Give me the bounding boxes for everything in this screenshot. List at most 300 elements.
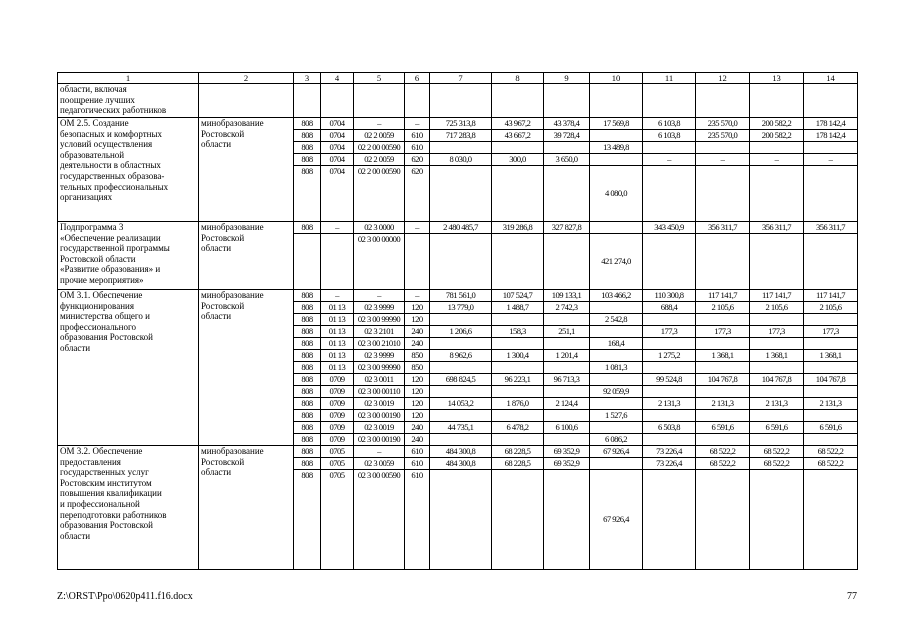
cell-value: 2 131,3 (765, 398, 788, 408)
value-cell (544, 470, 590, 570)
cell-value: 808 (301, 410, 313, 420)
cell-value: 120 (411, 374, 423, 384)
header-cell: 3 (294, 73, 321, 84)
value-cell (590, 350, 643, 362)
cell-value: 103 466,2 (601, 290, 631, 300)
value-cell (405, 458, 430, 470)
cell-value: 0704 (329, 166, 345, 176)
value-cell (405, 410, 430, 422)
cell-value: 610 (411, 446, 423, 456)
value-cell (804, 234, 858, 290)
value-cell (354, 422, 405, 434)
value-cell (544, 410, 590, 422)
value-cell (430, 362, 492, 374)
cell-value: 808 (301, 314, 313, 324)
value-cell (804, 470, 858, 570)
value-cell (405, 222, 430, 234)
value-cell (294, 130, 321, 142)
value-cell (804, 386, 858, 398)
cell-value: 0705 (329, 458, 345, 468)
value-cell (405, 374, 430, 386)
cell-value: 1 527,6 (605, 410, 627, 420)
value-cell (804, 118, 858, 130)
value-cell (354, 314, 405, 326)
value-cell (294, 154, 321, 166)
value-cell (544, 386, 590, 398)
header-cell: 2 (199, 73, 294, 84)
value-cell (321, 118, 354, 130)
value-cell (544, 326, 590, 338)
value-cell (544, 302, 590, 314)
value-cell (321, 386, 354, 398)
cell-value: – (667, 154, 671, 164)
value-cell (643, 410, 696, 422)
cell-value: 02 2 0059 (364, 130, 394, 140)
value-cell (321, 470, 354, 570)
cell-value: 168,4 (607, 338, 625, 348)
cell-value: 610 (411, 142, 423, 152)
value-cell (294, 338, 321, 350)
value-cell (696, 350, 750, 362)
value-cell (750, 154, 804, 166)
cell-value: 1 300,4 (506, 350, 529, 360)
value-cell (405, 422, 430, 434)
value-cell (321, 410, 354, 422)
header-cell: 10 (590, 73, 643, 84)
cell-value: 808 (301, 350, 313, 360)
cell-value: 240 (411, 422, 423, 432)
value-cell (696, 154, 750, 166)
cell-value: 0709 (329, 398, 345, 408)
value-cell (354, 154, 405, 166)
cell-value: 13 779,0 (447, 302, 474, 312)
value-cell (804, 130, 858, 142)
value-cell (354, 166, 405, 222)
cell-value: – (377, 118, 381, 128)
cell-value: 01 13 (328, 338, 346, 348)
value-cell (405, 154, 430, 166)
value-cell (643, 130, 696, 142)
value-cell (750, 118, 804, 130)
cell-value: 104 767,8 (815, 374, 846, 384)
cell-value: 177,3 (660, 326, 678, 336)
value-cell (804, 166, 858, 222)
cell-value: 6 503,8 (658, 422, 680, 432)
value-cell (696, 142, 750, 154)
value-cell (696, 410, 750, 422)
value-cell (492, 302, 544, 314)
value-cell (804, 398, 858, 410)
cell-value: 356 311,7 (761, 222, 792, 232)
cell-value: 808 (301, 154, 313, 164)
value-cell (590, 326, 643, 338)
row-org-cell (199, 84, 294, 118)
cell-value: 158,3 (509, 326, 526, 336)
cell-value: 117 141,7 (707, 290, 738, 300)
cell-value: 698 824,5 (445, 374, 476, 384)
value-cell (430, 458, 492, 470)
cell-value: 110 300,8 (654, 290, 684, 300)
cell-value: 808 (301, 290, 313, 300)
value-cell (643, 302, 696, 314)
value-cell (405, 130, 430, 142)
value-cell (804, 326, 858, 338)
cell-value: 67 926,4 (603, 446, 629, 456)
row-name-cell: ОМ 3.1. Обеспечение функционирования министерства общего и профессионального образования Ростовской области (58, 290, 199, 446)
value-cell (544, 350, 590, 362)
cell-value: 1 201,4 (555, 350, 578, 360)
value-cell (750, 338, 804, 350)
value-cell (804, 362, 858, 374)
value-cell (294, 302, 321, 314)
cell-value: 1 275,2 (658, 350, 680, 360)
cell-value: 120 (411, 386, 423, 396)
cell-value: 6 591,6 (819, 422, 842, 432)
cell-value: 177,3 (714, 326, 731, 336)
value-cell (321, 234, 354, 290)
value-cell (544, 458, 590, 470)
header-cell: 1 (58, 73, 199, 84)
value-cell (354, 118, 405, 130)
cell-value: 68 522,2 (817, 446, 844, 456)
value-cell (294, 326, 321, 338)
value-cell (354, 338, 405, 350)
value-cell (804, 350, 858, 362)
row-org-cell: минобразование Ростовской области (199, 118, 294, 222)
value-cell (321, 314, 354, 326)
cell-value: 13 489,8 (603, 142, 629, 152)
value-cell (544, 166, 590, 222)
value-cell (590, 362, 643, 374)
table-row (58, 446, 858, 458)
cell-value: 1 206,6 (449, 326, 472, 336)
value-cell (492, 154, 544, 166)
value-cell (294, 470, 321, 570)
cell-value: 850 (411, 362, 423, 372)
value-cell (430, 154, 492, 166)
value-cell (643, 398, 696, 410)
cell-value: 6 103,8 (658, 118, 680, 128)
cell-value: 2 105,6 (765, 302, 788, 312)
row-org-cell: минобразование Ростовской области (199, 446, 294, 570)
value-cell (294, 422, 321, 434)
value-cell (294, 234, 321, 290)
value-cell (354, 290, 405, 302)
value-cell (590, 222, 643, 234)
row-org-cell: минобразование Ростовской области (199, 222, 294, 290)
value-cell (643, 290, 696, 302)
value-cell (354, 434, 405, 446)
cell-value: 14 053,2 (447, 398, 474, 408)
value-cell (590, 446, 643, 458)
value-cell (430, 410, 492, 422)
value-cell (750, 374, 804, 386)
cell-value: 240 (411, 434, 423, 444)
cell-value: 251,1 (558, 326, 575, 336)
value-cell (405, 142, 430, 154)
cell-value: 808 (301, 142, 313, 152)
cell-value: 43 667,2 (504, 130, 531, 140)
cell-value: 688,4 (660, 302, 678, 312)
value-cell (405, 398, 430, 410)
value-cell (430, 222, 492, 234)
cell-value: 178 142,4 (815, 130, 846, 140)
cell-value: 240 (411, 326, 423, 336)
cell-value: 0704 (329, 142, 345, 152)
value-cell (492, 234, 544, 290)
header-cell: 12 (696, 73, 750, 84)
value-cell (492, 374, 544, 386)
header-row (58, 73, 858, 84)
cell-value: 2 131,3 (819, 398, 842, 408)
value-cell (696, 118, 750, 130)
cell-value: 1 876,0 (506, 398, 529, 408)
value-cell (750, 458, 804, 470)
value-cell (492, 422, 544, 434)
header-cell: 11 (643, 73, 696, 84)
value-cell (354, 374, 405, 386)
value-cell (643, 350, 696, 362)
cell-value: 620 (411, 166, 423, 176)
value-cell (294, 410, 321, 422)
value-cell (590, 154, 643, 166)
value-cell (294, 374, 321, 386)
cell-value: 200 582,2 (761, 130, 792, 140)
value-cell (321, 374, 354, 386)
value-cell (321, 84, 354, 118)
value-cell (430, 118, 492, 130)
cell-value: 43 967,2 (504, 118, 531, 128)
cell-value: 808 (301, 398, 313, 408)
cell-value: 8 030,0 (449, 154, 472, 164)
value-cell (430, 290, 492, 302)
value-cell (492, 434, 544, 446)
cell-value: 0705 (329, 470, 345, 480)
value-cell (354, 234, 405, 290)
value-cell (643, 458, 696, 470)
cell-value: 808 (301, 458, 313, 468)
value-cell (354, 130, 405, 142)
value-cell (696, 302, 750, 314)
cell-value: 808 (301, 374, 313, 384)
value-cell (294, 118, 321, 130)
header-cell: 13 (750, 73, 804, 84)
value-cell (294, 290, 321, 302)
value-cell (750, 84, 804, 118)
cell-value: 2 105,6 (819, 302, 842, 312)
value-cell (643, 118, 696, 130)
value-cell (321, 422, 354, 434)
cell-value: 808 (301, 222, 313, 232)
value-cell (354, 302, 405, 314)
cell-value: 02 3 00 99990 (357, 314, 401, 324)
cell-value: – (377, 446, 381, 456)
value-cell (492, 142, 544, 154)
value-cell (750, 398, 804, 410)
value-cell (696, 166, 750, 222)
cell-value: 117 141,7 (815, 290, 846, 300)
value-cell (321, 446, 354, 458)
value-cell (294, 446, 321, 458)
value-cell (430, 446, 492, 458)
value-cell (430, 166, 492, 222)
value-cell (544, 314, 590, 326)
cell-value: 73 226,4 (656, 458, 682, 468)
cell-value: 02 3 00 00000 (357, 234, 401, 244)
value-cell (804, 314, 858, 326)
cell-value: 02 3 0019 (364, 398, 394, 408)
cell-value: 68 522,2 (817, 458, 844, 468)
value-cell (750, 446, 804, 458)
value-cell (544, 222, 590, 234)
cell-value: 8 962,6 (449, 350, 472, 360)
value-cell (405, 326, 430, 338)
value-cell (321, 166, 354, 222)
value-cell (750, 314, 804, 326)
value-cell (405, 166, 430, 222)
value-cell (750, 326, 804, 338)
cell-value: 6 478,2 (506, 422, 529, 432)
value-cell (430, 470, 492, 570)
value-cell (405, 118, 430, 130)
header-cell: 6 (405, 73, 430, 84)
cell-value: 2 742,3 (555, 302, 578, 312)
value-cell (492, 410, 544, 422)
row-name-cell: Подпрограмма 3 «Обеспечение реализации государственной программы Ростовской области «Развитие образования» и прочие мероприятия» (58, 222, 199, 290)
cell-value: 96 713,3 (553, 374, 580, 384)
cell-value: – (335, 290, 339, 300)
cell-value: 2 124,4 (555, 398, 578, 408)
value-cell (354, 446, 405, 458)
value-cell (696, 234, 750, 290)
header-cell: 9 (544, 73, 590, 84)
cell-value: 02 3 00 00590 (357, 470, 401, 480)
value-cell (590, 458, 643, 470)
cell-value: 120 (411, 410, 423, 420)
cell-value: 43 378,4 (553, 118, 580, 128)
value-cell (696, 222, 750, 234)
value-cell (804, 422, 858, 434)
value-cell (321, 398, 354, 410)
value-cell (696, 130, 750, 142)
value-cell (321, 290, 354, 302)
value-cell (804, 154, 858, 166)
cell-value: 109 133,1 (551, 290, 582, 300)
cell-value: 0709 (329, 386, 345, 396)
cell-value: 178 142,4 (815, 118, 846, 128)
value-cell (696, 434, 750, 446)
cell-value: 67 926,4 (603, 513, 629, 524)
value-cell (294, 84, 321, 118)
value-cell (750, 386, 804, 398)
value-cell (750, 470, 804, 570)
value-cell (643, 446, 696, 458)
value-cell (492, 458, 544, 470)
value-cell (492, 362, 544, 374)
cell-value: 0709 (329, 434, 345, 444)
table-row (58, 222, 858, 234)
cell-value: 02 3 9999 (364, 350, 394, 360)
cell-value: 177,3 (768, 326, 785, 336)
value-cell (294, 142, 321, 154)
value-cell (750, 142, 804, 154)
page-number: 77 (847, 591, 857, 602)
cell-value: 356 311,7 (815, 222, 846, 232)
value-cell (544, 130, 590, 142)
value-cell (804, 222, 858, 234)
value-cell (696, 374, 750, 386)
value-cell (294, 350, 321, 362)
value-cell (294, 386, 321, 398)
value-cell (590, 290, 643, 302)
value-cell (590, 314, 643, 326)
cell-value: 0709 (329, 374, 345, 384)
cell-value: 356 311,7 (707, 222, 738, 232)
value-cell (804, 84, 858, 118)
value-cell (430, 142, 492, 154)
cell-value: – (828, 154, 833, 164)
value-cell (492, 398, 544, 410)
value-cell (590, 142, 643, 154)
value-cell (492, 118, 544, 130)
value-cell (590, 166, 643, 222)
cell-value: 0709 (329, 422, 345, 432)
value-cell (590, 422, 643, 434)
cell-value: 2 105,6 (711, 302, 734, 312)
cell-value: 421 274,0 (601, 255, 631, 266)
value-cell (321, 338, 354, 350)
cell-value: 104 767,8 (707, 374, 738, 384)
cell-value: 343 450,9 (654, 222, 684, 232)
value-cell (696, 386, 750, 398)
cell-value: – (720, 154, 725, 164)
cell-value: 808 (301, 326, 313, 336)
cell-value: 02 2 0059 (364, 154, 394, 164)
value-cell (430, 302, 492, 314)
cell-value: 2 131,3 (658, 398, 680, 408)
cell-value: 808 (301, 118, 313, 128)
cell-value: 610 (411, 458, 423, 468)
cell-value: 1 488,7 (506, 302, 529, 312)
value-cell (643, 154, 696, 166)
cell-value: 0704 (329, 130, 345, 140)
cell-value: 177,3 (822, 326, 839, 336)
cell-value: 99 524,8 (656, 374, 682, 384)
cell-value: – (415, 290, 419, 300)
cell-value: 0705 (329, 446, 345, 456)
value-cell (643, 374, 696, 386)
value-cell (590, 470, 643, 570)
value-cell (544, 154, 590, 166)
value-cell (321, 222, 354, 234)
value-cell (354, 362, 405, 374)
value-cell (405, 362, 430, 374)
value-cell (590, 130, 643, 142)
cell-value: 808 (301, 302, 313, 312)
value-cell (696, 326, 750, 338)
cell-value: 02 3 00 00110 (358, 386, 400, 396)
value-cell (643, 338, 696, 350)
cell-value: 2 131,3 (711, 398, 734, 408)
cell-value: 120 (411, 302, 423, 312)
cell-value: 120 (411, 398, 423, 408)
cell-value: 02 3 9999 (364, 302, 394, 312)
cell-value: 02 3 00 00190 (357, 434, 401, 444)
value-cell (696, 338, 750, 350)
cell-value: 3 650,0 (555, 154, 578, 164)
cell-value: 6 591,6 (711, 422, 734, 432)
value-cell (354, 142, 405, 154)
